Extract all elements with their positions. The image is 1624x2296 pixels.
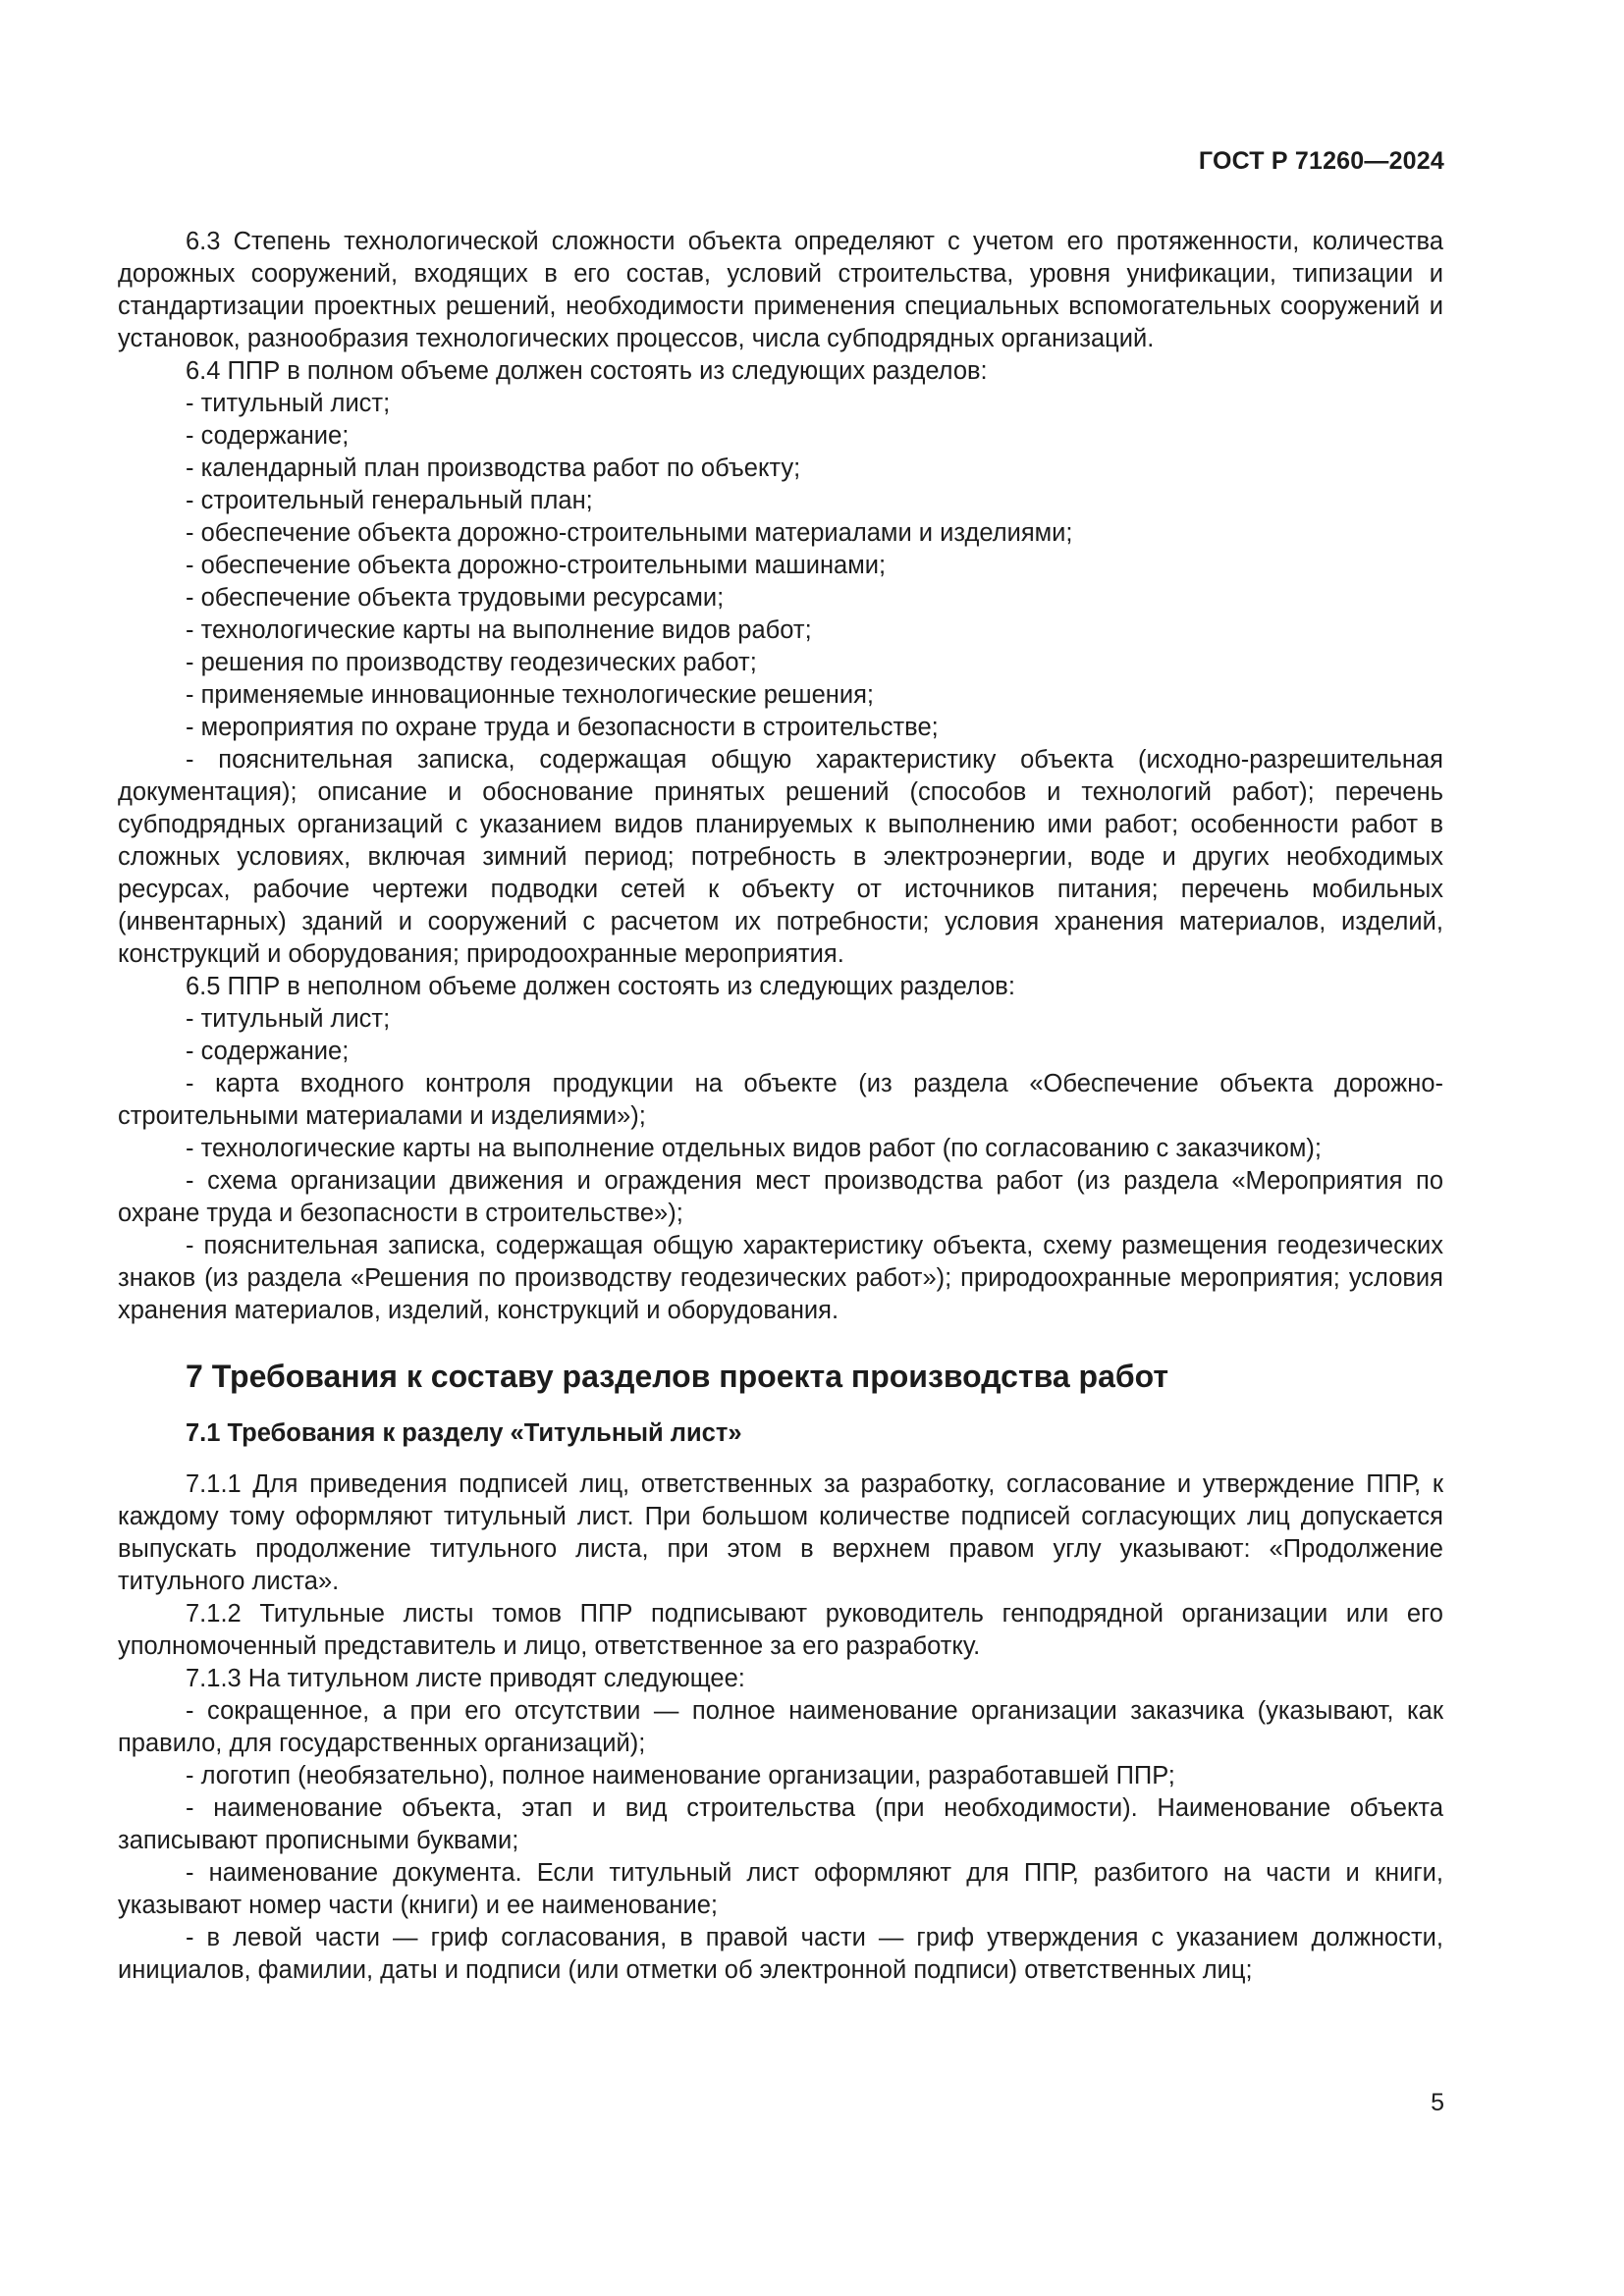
- list-item: - схема организации движения и ограждения мест производства работ (из раздела «Мероприятия по охране труда и безопасности в строительстве»);: [118, 1167, 1443, 1227]
- list-item: - логотип (необязательно), полное наименование организации, разработавшей ППР;: [186, 1762, 1175, 1789]
- document-body: [118, 226, 1443, 1987]
- list-item: - технологические карты на выполнение отдельных видов работ (по согласованию с заказчиком);: [186, 1135, 1322, 1162]
- list-item: - в левой части — гриф согласования, в правой части — гриф утверждения с указанием должности, инициалов, фамилии, даты и подписи (или отметки об электронной подписи) ответственных лиц;: [118, 1924, 1443, 1984]
- list-item: - сокращенное, а при его отсутствии — полное наименование организации заказчика (указывают, как правило, для государственных организаций);: [118, 1697, 1443, 1757]
- list-item: - карта входного контроля продукции на объекте (из раздела «Обеспечение объекта дорожно-строительными материалами и изделиями»);: [118, 1070, 1443, 1130]
- paragraph-7-1-2: 7.1.2 Титульные листы томов ППР подписывают руководитель генподрядной организации или его уполномоченный представитель и лицо, ответственное за его разработку.: [118, 1600, 1443, 1660]
- list-item: - обеспечение объекта дорожно-строительными материалами и изделиями;: [186, 519, 1073, 547]
- subsection-7-1-heading: 7.1 Требования к разделу «Титульный лист»: [186, 1419, 742, 1447]
- list-item: - строительный генеральный план;: [186, 487, 593, 514]
- list-item: - содержание;: [186, 422, 350, 450]
- list-item: - технологические карты на выполнение видов работ;: [186, 616, 812, 644]
- list-item: - титульный лист;: [186, 390, 391, 417]
- list-item: - пояснительная записка, содержащая общую характеристику объекта (исходно-разрешительная документация); описание и обоснование принятых решений (способов и технологий работ); перечень субподрядных организаций с указанием видов планируемых к выполнению ими работ; особенности работ в сложных условиях, включая зимний период; потребность в электроэнергии, воде и других необходимых ресурсах, рабочие чертежи подводки сетей к объекту от источников питания; перечень мобильных (инвентарных) зданий и сооружений с расчетом их потребности; условия хранения материалов, изделий, конструкций и оборудования; природоохранные мероприятия.: [118, 746, 1443, 968]
- paragraph-6-3: 6.3 Степень технологической сложности объекта определяют с учетом его протяженности, количества дорожных сооружений, входящих в его состав, условий строительства, уровня унификации, типизации и стандартизации проектных решений, необходимости применения специальных вспомогательных сооружений и установок, разнообразия технологических процессов, числа субподрядных организаций.: [118, 228, 1443, 352]
- list-item: - календарный план производства работ по объекту;: [186, 454, 801, 482]
- list-item: - пояснительная записка, содержащая общую характеристику объекта, схему размещения геодезических знаков (из раздела «Решения по производству геодезических работ»); природоохранные мероприятия; условия хранения материалов, изделий, конструкций и оборудования.: [118, 1232, 1443, 1324]
- paragraph-7-1-3: 7.1.3 На титульном листе приводят следующее:: [186, 1665, 745, 1692]
- list-item: - применяемые инновационные технологические решения;: [186, 681, 875, 709]
- document-id-header: ГОСТ Р 71260—2024: [1198, 147, 1444, 175]
- paragraph-7-1-1: 7.1.1 Для приведения подписей лиц, ответственных за разработку, согласование и утверждение ППР, к каждому тому оформляют титульный лист. При большом количестве подписей согласующих лиц допускается выпускать продолжение титульного листа, при этом в верхнем правом углу указывают: «Продолжение титульного листа».: [118, 1470, 1443, 1595]
- list-item: - решения по производству геодезических работ;: [186, 649, 757, 676]
- list-item: - обеспечение объекта трудовыми ресурсами;: [186, 584, 725, 612]
- paragraph-6-5: 6.5 ППР в неполном объеме должен состоять из следующих разделов:: [186, 973, 1015, 1000]
- list-item: - обеспечение объекта дорожно-строительными машинами;: [186, 552, 887, 579]
- list-item: - наименование документа. Если титульный лист оформляют для ППР, разбитого на части и книги, указывают номер части (книги) и ее наименование;: [118, 1859, 1443, 1919]
- paragraph-6-4: 6.4 ППР в полном объеме должен состоять из следующих разделов:: [186, 357, 988, 385]
- list-item: - мероприятия по охране труда и безопасности в строительстве;: [186, 714, 939, 741]
- list-item: - содержание;: [186, 1038, 350, 1065]
- page-number: 5: [1431, 2089, 1444, 2116]
- section-7-heading: 7 Требования к составу разделов проекта производства работ: [186, 1359, 1169, 1394]
- list-item: - титульный лист;: [186, 1005, 391, 1033]
- list-item: - наименование объекта, этап и вид строительства (при необходимости). Наименование объекта записывают прописными буквами;: [118, 1794, 1443, 1854]
